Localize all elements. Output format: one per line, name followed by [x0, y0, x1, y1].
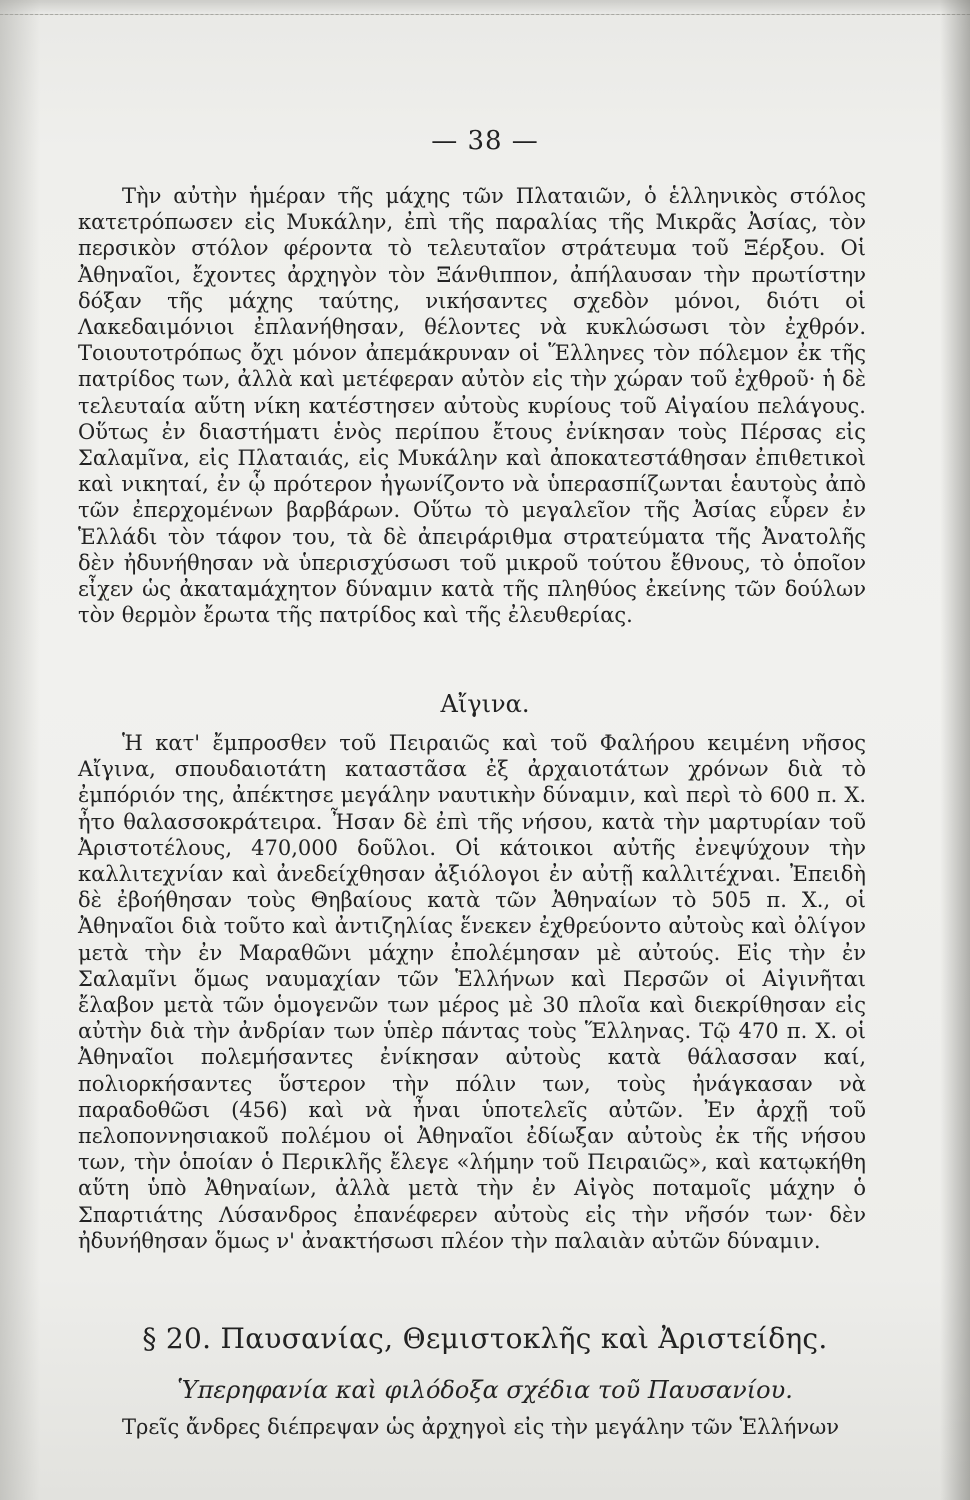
section-subtitle: Ὑπερηφανία καὶ φιλόδοξα σχέδια τοῦ Παυσανίου. [177, 1376, 793, 1404]
page-shadow-left [0, 0, 40, 1500]
torn-top-edge [0, 0, 970, 15]
paragraph-text: Ἡ κατ' ἔμπροσθεν τοῦ Πειραιῶς καὶ τοῦ Φαλήρου κειμένη νῆσος Αἴγινα, σπουδαιοτάτη καταστᾶσα ἐξ ἀρχαιοτάτων χρόνων διὰ τὸ ἐμπόριόν της, ἀπέκτησε μεγάλην ναυτικὴν δύναμιν, καὶ περὶ τὸ 600 π. Χ. ἦτο θαλασσοκράτειρα. Ἦσαν δὲ ἐπὶ τῆς νήσου, κατὰ τὴν μαρτυρίαν τοῦ Ἀριστοτέλους, 470,000 δοῦλοι. Οἱ κάτοικοι αὐτῆς ἐνεψύχουν τὴν καλλιτεχνίαν καὶ ἀνεδείχθησαν ἀξιόλογοι ἐν αὐτῇ καλλιτέχναι. Ἐπειδὴ δὲ ἐβοήθησαν τοὺς Θηβαίους κατὰ τῶν Ἀθηναίων τὸ 505 π. Χ., οἱ Ἀθηναῖοι διὰ τοῦτο καὶ ἀντιζηλίας ἕνεκεν ἐχθρεύοντο αὐτοὺς καὶ ὀλίγον μετὰ τὴν ἐν Μαραθῶνι μάχην ἐπολέμησαν μὲ αὐτούς. Εἰς τὴν ἐν Σαλαμῖνι ὅμως ναυμαχίαν τῶν Ἑλλήνων καὶ Περσῶν οἱ Αἰγινῆται ἔλαβον μετὰ τῶν ὁμογενῶν των μέρος μὲ 30 πλοῖα καὶ διεκρίθησαν εἰς αὐτὴν διὰ τὴν ἀνδρίαν των ὑπὲρ πάντας τοὺς Ἕλληνας. Τῷ 470 π. Χ. οἱ Ἀθηναῖοι πολεμήσαντες ἐνίκησαν αὐτοὺς κατὰ θάλασσαν καί, πολιορκήσαντες ὕστερον τὴν πόλιν των, τοὺς ἠνάγκασαν νὰ παραδοθῶσι (456) καὶ νὰ ἦναι ὑποτελεῖς αὐτῶν. Ἐν ἀρχῇ τοῦ πελοποννησιακοῦ πολέμου οἱ Ἀθηναῖοι ἐδίωξαν αὐτοὺς ἐκ τῆς νήσου των, τὴν ὁποίαν ὁ Περικλῆς ἔλεγε «λήμην τοῦ Πειραιῶς», καὶ κατῳκήθη αὕτη ὑπὸ Ἀθηναίων, ἀλλὰ μετὰ τὴν ἐν Αἰγὸς ποταμοῖς μάχην ὁ Σπαρτιάτης Λύσανδρος ἐπανέφερεν αὐτοὺς εἰς τὴν νῆσόν των· δὲν ἠδυνήθησαν ὅμως ν' ἀνακτήσωσι πλέον τὴν παλαιὰν αὐτῶν δύναμιν. [78, 731, 866, 1253]
aegina-heading: Αἴγινα. [440, 690, 530, 718]
page-number: — 38 — [431, 126, 539, 156]
paragraph-mycale [78, 183, 866, 628]
paragraph-text: Τὴν αὐτὴν ἡμέραν τῆς μάχης τῶν Πλαταιῶν, ὁ ἑλληνικὸς στόλος κατετρόπωσεν εἰς Μυκάλην, ἐπὶ τῆς παραλίας τῆς Μικρᾶς Ἀσίας, τὸν περσικὸν στόλον φέροντα τὸ τελευταῖον στράτευμα τοῦ Ξέρξου. Οἱ Ἀθηναῖοι, ἔχοντες ἀρχηγὸν τὸν Ξάνθιππον, ἀπήλαυσαν τὴν πρωτίστην δόξαν τῆς μάχης ταύτης, νικήσαντες σχεδὸν μόνοι, διότι οἱ Λακεδαιμόνιοι ἐπλανήθησαν, θέλοντες νὰ κυκλώσωσι τὸν ἐχθρόν. Τοιουτοτρόπως ὄχι μόνον ἀπεμάκρυναν οἱ Ἕλληνες τὸν πόλεμον ἐκ τῆς πατρίδος των, ἀλλὰ καὶ μετέφεραν αὐτὸν εἰς τὴν χώραν τοῦ ἐχθροῦ· ἡ δὲ τελευταία αὕτη νίκη κατέστησεν αὐτοὺς κυρίους τοῦ Αἰγαίου πελάγους. Οὕτως ἐν διαστήματι ἑνὸς περίπου ἔτους ἐνίκησαν τοὺς Πέρσας εἰς Σαλαμῖνα, εἰς Πλαταιάς, εἰς Μυκάλην καὶ ἀποκατεστάθησαν ἐπιθετικοὶ καὶ νικηταί, ἐν ᾧ πρότερον ἠγωνίζοντο νὰ ὑπερασπίζωνται ἑαυτοὺς ἀπὸ τῶν ἐπερχομένων βαρβάρων. Οὕτω τὸ μεγαλεῖον τῆς Ἀσίας εὗρεν ἐν Ἑλλάδι τὸν τάφον του, τὰ δὲ ἀπειράριθμα στρατεύματα τῆς Ἀνατολῆς δὲν ἠδυνήθησαν νὰ ὑπερισχύσωσι τοῦ μικροῦ τούτου ἔθνους, τὸ ὁποῖον εἶχεν ὡς ἀκαταμάχητον δύναμιν κατὰ τῆς πληθύος ἐκείνης τῶν δούλων τὸν θερμὸν ἔρωτα τῆς πατρίδος καὶ τῆς ἐλευθερίας. [78, 184, 866, 628]
section-title: § 20. Παυσανίας, Θεμιστοκλῆς καὶ Ἀριστείδης. [142, 1322, 828, 1355]
paragraph-aegina [78, 730, 866, 1254]
page-shadow-right [940, 0, 970, 1500]
section-first-line: Τρεῖς ἄνδρες διέπρεψαν ὡς ἀρχηγοὶ εἰς τὴν μεγάλην τῶν Ἑλλήνων [122, 1415, 840, 1439]
